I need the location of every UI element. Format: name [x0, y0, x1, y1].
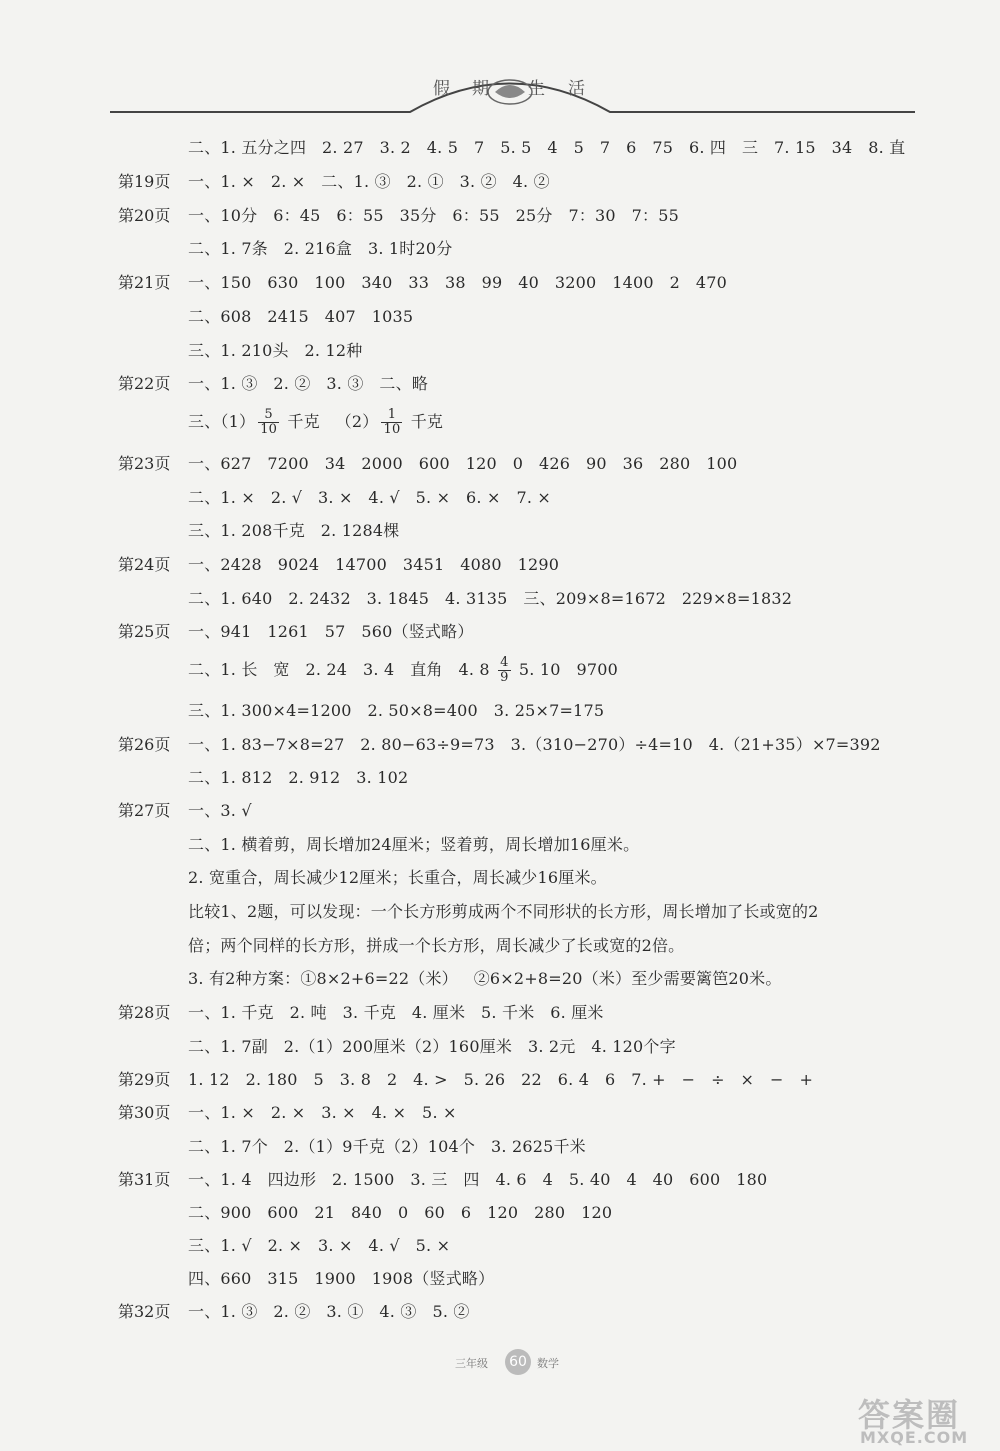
page-label: 第25页 — [118, 622, 171, 641]
answer-line — [0, 238, 1000, 260]
answer-line — [0, 1301, 1000, 1323]
answer-text: 3. 有2种方案：①8×2+6=22（米） ②6×2+8=20（米）至少需要篱笆20米。 — [188, 969, 782, 988]
answer-text: 倍；两个同样的长方形，拼成一个长方形，周长减少了长或宽的2倍。 — [188, 936, 685, 955]
answer-line — [0, 306, 1000, 328]
answer-line — [0, 700, 1000, 722]
answer-line — [0, 373, 1000, 395]
answer-line — [0, 901, 1000, 923]
answer-text: 三、1. √ 2. × 3. × 4. √ 5. × — [188, 1236, 451, 1255]
text-prefix: 二、1. 长 宽 2. 24 3. 4 直角 4. 8 — [188, 660, 496, 679]
page-label: 第23页 — [118, 454, 171, 473]
header-char-3: 生 — [528, 79, 545, 99]
answer-text: 一、1. × 2. × 3. × 4. × 5. × — [188, 1103, 457, 1122]
answer-text: 一、1. ③ 2. ② 3. ① 4. ③ 5. ② — [188, 1302, 470, 1321]
header-arc-decoration — [110, 60, 915, 120]
answer-line — [0, 1268, 1000, 1290]
fraction — [381, 408, 402, 437]
footer-grade: 三年级 — [455, 1357, 488, 1370]
page-label: 第29页 — [118, 1070, 171, 1089]
answer-text: 一、1. 4 四边形 2. 1500 3. 三 四 4. 6 4 5. 40 4 40 600 180 — [188, 1170, 768, 1189]
answer-text: 三、1. 300×4=1200 2. 50×8=400 3. 25×7=175 — [188, 701, 605, 720]
fraction-denominator: 10 — [260, 422, 278, 437]
fraction — [498, 656, 510, 685]
answer-line — [0, 137, 1000, 159]
fraction-numerator: 5 — [258, 408, 279, 423]
header-char-2: 期 — [472, 79, 489, 99]
fraction-denominator: 10 — [383, 422, 401, 437]
text-suffix: 千克 — [405, 412, 444, 431]
header-char-1: 假 — [433, 79, 450, 99]
answer-line — [0, 1002, 1000, 1024]
answer-line — [0, 834, 1000, 856]
page-label: 第30页 — [118, 1103, 171, 1122]
answer-text — [188, 408, 443, 437]
page-label: 第27页 — [118, 801, 171, 820]
answer-line — [0, 1102, 1000, 1124]
answer-line-fraction — [0, 655, 1000, 694]
answer-line — [0, 554, 1000, 576]
answer-text: 二、1. 640 2. 2432 3. 1845 4. 3135 三、209×8=1672 229×8=1832 — [188, 589, 793, 608]
answer-line — [0, 588, 1000, 610]
answer-text: 一、627 7200 34 2000 600 120 0 426 90 36 280 100 — [188, 454, 738, 473]
header-char-4: 活 — [568, 79, 585, 99]
answer-text: 一、1. × 2. × 二、1. ③ 2. ① 3. ② 4. ② — [188, 172, 550, 191]
page-label: 第20页 — [118, 206, 171, 225]
footer-subject: 数学 — [537, 1357, 559, 1370]
answer-line — [0, 1169, 1000, 1191]
answer-line — [0, 621, 1000, 643]
answer-line — [0, 935, 1000, 957]
answer-text: 比较1、2题，可以发现：一个长方形剪成两个不同形状的长方形，周长增加了长或宽的2 — [188, 902, 819, 921]
page-label: 第21页 — [118, 273, 171, 292]
fraction-numerator: 4 — [500, 655, 509, 670]
answer-line — [0, 1235, 1000, 1257]
answer-text: 一、1. 83−7×8=27 2. 80−63÷9=73 3.（310−270）÷4=10 4.（21+35）×7=392 — [188, 735, 881, 754]
answer-line-fraction — [0, 407, 1000, 446]
answer-line — [0, 1069, 1000, 1091]
answer-line — [0, 968, 1000, 990]
answer-line — [0, 272, 1000, 294]
answer-line — [0, 340, 1000, 362]
answer-text: 二、1. × 2. √ 3. × 4. √ 5. × 6. × 7. × — [188, 488, 552, 507]
answer-text: 四、660 315 1900 1908（竖式略） — [188, 1269, 495, 1288]
answer-line — [0, 171, 1000, 193]
page-label: 第31页 — [118, 1170, 171, 1189]
answer-text: 一、2428 9024 14700 3451 4080 1290 — [188, 555, 560, 574]
answer-line — [0, 487, 1000, 509]
watermark-logo — [858, 1390, 998, 1450]
answer-text: 二、1. 7条 2. 216盒 3. 1时20分 — [188, 239, 453, 258]
answer-text: 三、1. 208千克 2. 1284棵 — [188, 521, 400, 540]
answer-line — [0, 800, 1000, 822]
answer-line — [0, 1036, 1000, 1058]
answer-text: 2. 宽重合，周长减少12厘米；长重合，周长减少16厘米。 — [188, 868, 607, 887]
answer-line — [0, 1202, 1000, 1224]
answer-line — [0, 734, 1000, 756]
page-label: 第22页 — [118, 374, 171, 393]
answer-text: 1. 12 2. 180 5 3. 8 2 4. > 5. 26 22 6. 4 6 7. + − ÷ × − + — [188, 1070, 814, 1089]
answer-text: 一、1. 千克 2. 吨 3. 千克 4. 厘米 5. 千米 6. 厘米 — [188, 1003, 604, 1022]
watermark-url: MXQE.COM — [860, 1428, 969, 1447]
answer-text: 二、1. 7副 2.（1）200厘米（2）160厘米 3. 2元 4. 120个字 — [188, 1037, 676, 1056]
fraction-denominator: 9 — [500, 670, 509, 685]
text-suffix: 5. 10 9700 — [513, 660, 618, 679]
fraction — [258, 408, 279, 437]
answer-text: 二、1. 812 2. 912 3. 102 — [188, 768, 409, 787]
answer-text: 一、150 630 100 340 33 38 99 40 3200 1400 2 470 — [188, 273, 727, 292]
page-number-badge: 60 — [505, 1349, 531, 1375]
answer-text: 一、10分 6：45 6：55 35分 6：55 25分 7：30 7：55 — [188, 206, 679, 225]
page-header — [110, 60, 915, 120]
answer-text: 二、1. 横着剪，周长增加24厘米；竖着剪，周长增加16厘米。 — [188, 835, 640, 854]
answer-line — [0, 453, 1000, 475]
answer-text: 一、941 1261 57 560（竖式略） — [188, 622, 474, 641]
answer-text: 三、1. 210头 2. 12种 — [188, 341, 363, 360]
answer-line — [0, 1136, 1000, 1158]
answer-line — [0, 867, 1000, 889]
text-prefix: 三、（1） — [188, 412, 256, 431]
page-label: 第26页 — [118, 735, 171, 754]
fraction-numerator: 1 — [381, 408, 402, 423]
answer-line — [0, 520, 1000, 542]
answer-text: 二、900 600 21 840 0 60 6 120 280 120 — [188, 1203, 613, 1222]
answer-text: 二、608 2415 407 1035 — [188, 307, 414, 326]
text-middle: 千克 （2） — [282, 412, 379, 431]
page-label: 第32页 — [118, 1302, 171, 1321]
page-label: 第19页 — [118, 172, 171, 191]
answer-text: 二、1. 7个 2.（1）9千克（2）104个 3. 2625千米 — [188, 1137, 586, 1156]
page-label: 第28页 — [118, 1003, 171, 1022]
answer-text: 一、1. ③ 2. ② 3. ③ 二、略 — [188, 374, 429, 393]
page-label: 第24页 — [118, 555, 171, 574]
answer-text: 一、3. √ — [188, 801, 252, 820]
answer-line — [0, 767, 1000, 789]
answer-text — [188, 656, 618, 685]
watermark-title: 答案圈 — [858, 1396, 961, 1434]
answer-line — [0, 205, 1000, 227]
answer-text: 二、1. 五分之四 2. 27 3. 2 4. 5 7 5. 5 4 5 7 6 75 6. 四 三 7. 15 34 8. 直 — [188, 138, 906, 157]
